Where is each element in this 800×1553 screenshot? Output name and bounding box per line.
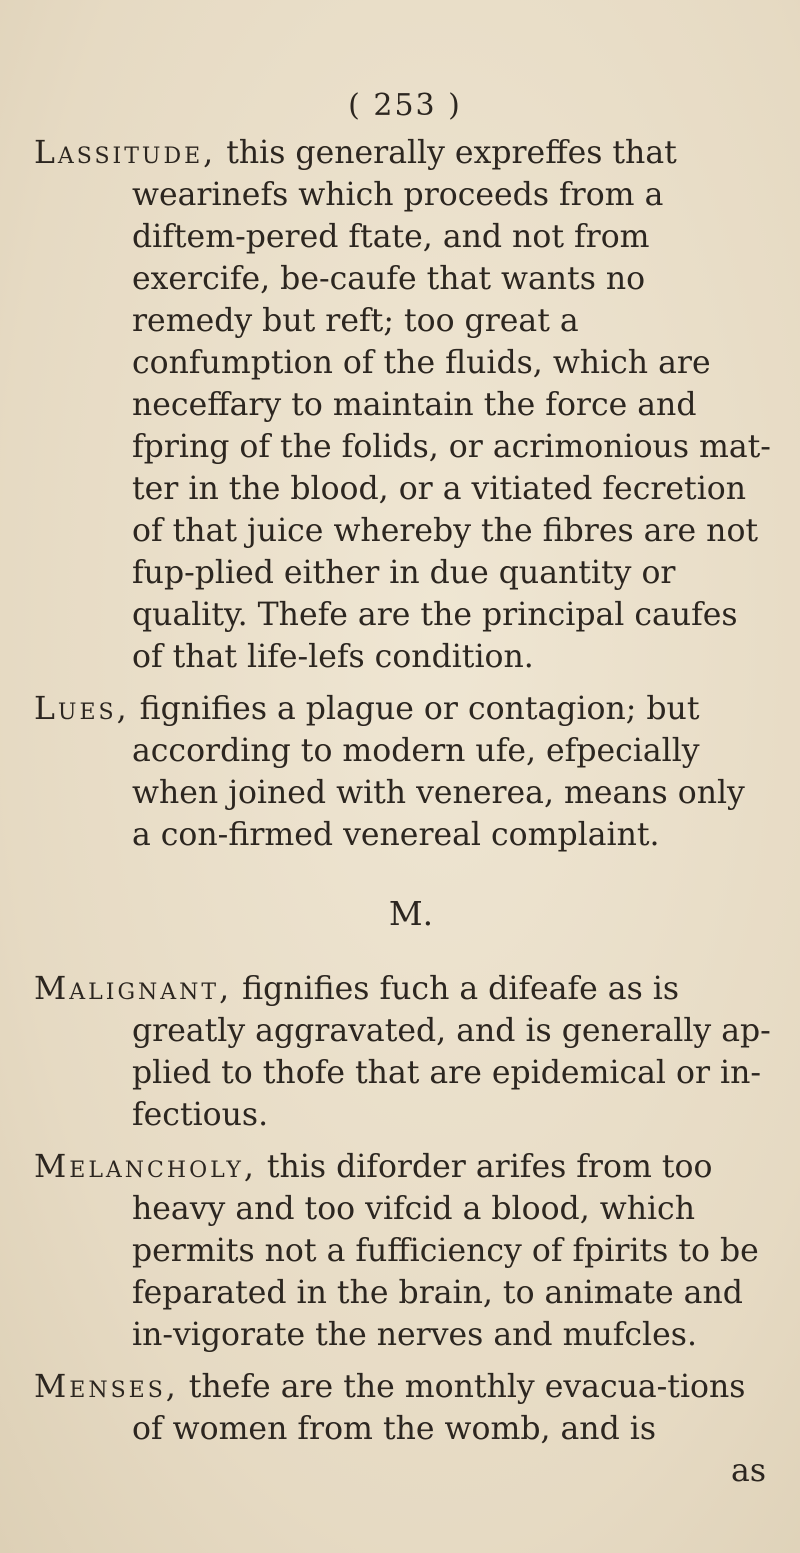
definition: fignifies a plague or contagion; but according to modern ufe, efpecially when joined with venerea, means only a con-firmed venereal complaint.	[132, 691, 745, 853]
page-number: ( 253 )	[348, 88, 462, 123]
definition: this diforder arifes from too heavy and too vifcid a blood, which permits not a fufficiency of fpirits to be feparated in the brain, to animate and in-vigorate the nerves and mufcles.	[132, 1149, 759, 1353]
headword: Malignant,	[34, 971, 233, 1007]
dictionary-entry-malignant	[0, 968, 800, 1136]
dictionary-entry-menses	[0, 1366, 800, 1450]
headword: Melancholy,	[34, 1149, 257, 1185]
headword: Lues,	[34, 691, 130, 727]
definition: this generally expreffes that wearinefs which proceeds from a diftem-pered ftate, and not from exercife, be-caufe that wants no remedy but reft; too great a confumption of the fluids, which are neceffary to maintain the force and fpring of the folids, or acrimonious mat-ter in the blood, or a vitiated fecretion of that juice whereby the fibres are not fup-plied either in due quantity or quality. Thefe are the principal caufes of that life-lefs condition.	[132, 135, 771, 675]
dictionary-entry-melancholy	[0, 1146, 800, 1356]
catchword: as	[731, 1453, 766, 1489]
dictionary-entry-lassitude	[0, 132, 800, 678]
headword: Menses,	[34, 1369, 179, 1405]
definition: thefe are the monthly evacua-tions of women from the womb, and is	[132, 1369, 746, 1447]
definition: fignifies fuch a difeafe as is greatly aggravated, and is generally ap-plied to thofe that are epidemical or in-fectious.	[132, 971, 771, 1133]
dictionary-entry-lues	[0, 688, 800, 856]
headword: Lassitude,	[34, 135, 217, 171]
section-letter: M.	[388, 894, 434, 933]
